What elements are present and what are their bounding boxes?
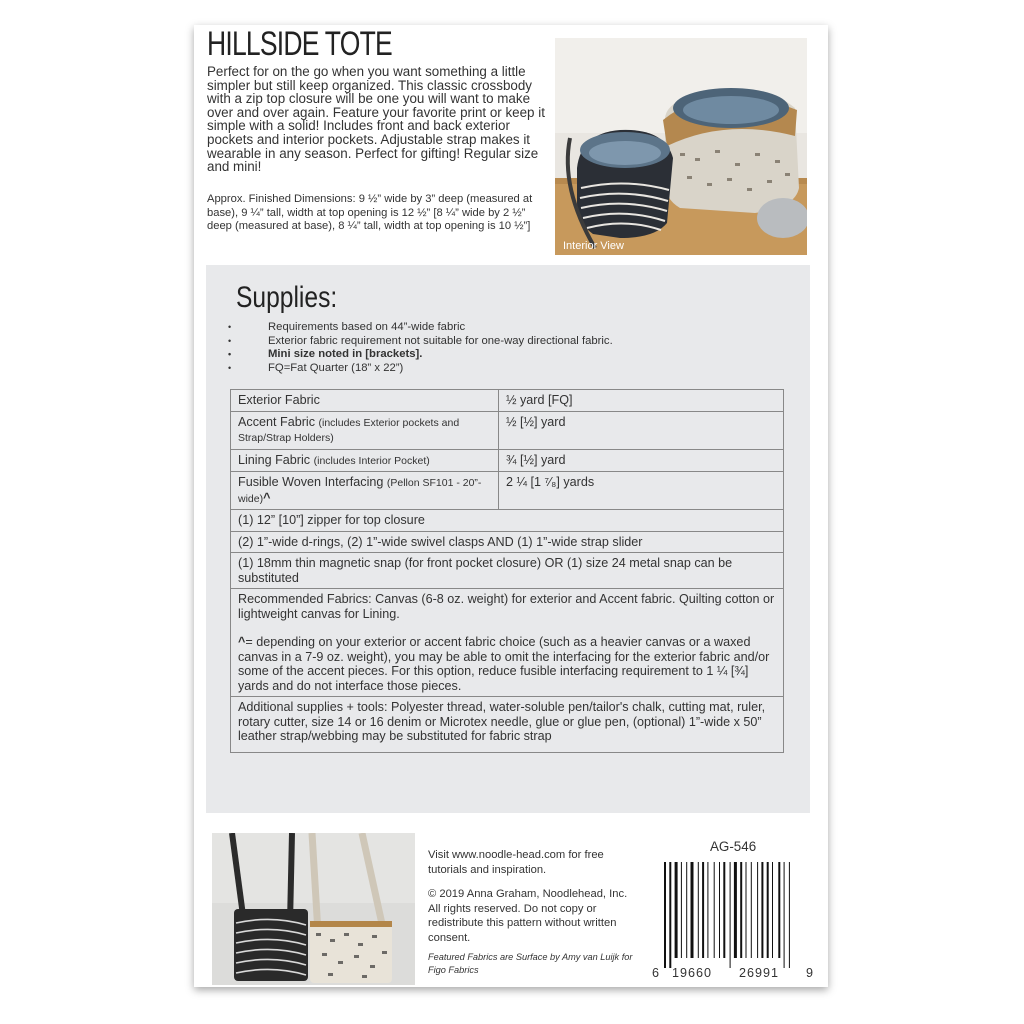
supplies-note: • Requirements based on 44”-wide fabric	[228, 321, 788, 335]
supply-item: Fusible Woven Interfacing (Pellon SF101 - 20”-wide)^	[231, 472, 499, 510]
table-row	[231, 449, 784, 472]
barcode-bar	[714, 862, 715, 958]
table-row	[231, 589, 784, 697]
barcode-bar	[784, 862, 785, 968]
pattern-description: Perfect for on the go when you want something a little simpler but still keep organized. This classic crossbody with a zip top closure will be one you will want to make over and over again. Feature your favorite print or keep it simple with a solid! Includes front and back exterior pockets and interior pockets. Adjustable strap makes it wearable in any season. Perfect for gifting! Regular size and mini!	[207, 64, 545, 175]
barcode-bar	[772, 862, 773, 958]
barcode-bar	[719, 862, 720, 958]
supply-item-full: (1) 18mm thin magnetic snap (for front pocket closure) OR (1) size 24 metal snap can be substituted	[231, 553, 784, 589]
table-row	[231, 472, 784, 510]
bags-illustration	[212, 833, 415, 985]
barcode	[656, 862, 811, 972]
supply-item: Exterior Fabric	[231, 390, 499, 412]
barcode-bar	[691, 862, 694, 958]
barcode-bar	[734, 862, 737, 958]
supply-amount: ½ [½] yard	[499, 411, 784, 449]
finished-dimensions: Approx. Finished Dimensions: 9 ½” wide by 3” deep (measured at base), 9 ¼” tall, width at top opening is 12 ½” [8 ¼” wide by 2 ½” deep (measured at base), 8 ¼” tall, width at top opening is 10 ½”]	[207, 193, 533, 233]
barcode-bar	[746, 862, 747, 958]
barcode-bar	[740, 862, 742, 958]
barcode-bar	[778, 862, 780, 958]
supplies-panel	[206, 265, 810, 813]
supplies-note: • FQ=Fat Quarter (18” x 22”)	[228, 362, 788, 376]
barcode-bar	[669, 862, 671, 968]
barcode-bar	[751, 862, 752, 958]
pattern-title: HILLSIDE TOTE	[207, 25, 392, 63]
bags-hanging-photo	[212, 833, 415, 985]
barcode-bar	[702, 862, 704, 958]
barcode-bar	[757, 862, 758, 958]
barcode-bar	[664, 862, 666, 968]
sku-code: AG-546	[710, 839, 757, 854]
barcode-bar	[686, 862, 687, 958]
barcode-digits-lead: 6	[652, 966, 660, 980]
pattern-back-cover	[194, 25, 828, 987]
table-row	[231, 510, 784, 532]
bag-photo-illustration	[555, 38, 807, 255]
barcode-bar	[789, 862, 790, 968]
supplies-heading: Supplies:	[236, 281, 338, 314]
barcode-bar	[767, 862, 769, 958]
recommended-fabrics: Recommended Fabrics: Canvas (6-8 oz. weight) for exterior and Accent fabric. Quilting cotton or lightweight canvas for Lining. ^= depending on your exterior or accent fabric choice (such as a heavier canvas or a waxed canvas in a 7-9 oz. weight), you may be able to omit the interfacing for the exterior fabric and/or some of the accent pieces. For this option, reduce fusible interfacing requirement to 1 ¼ [¾] yards and do not interface those pieces.	[231, 589, 784, 697]
barcode-bar	[681, 862, 682, 958]
supply-amount: ½ yard [FQ]	[499, 390, 784, 412]
supply-item-full: (2) 1”-wide d-rings, (2) 1”-wide swivel clasps AND (1) 1”-wide strap slider	[231, 531, 784, 553]
featured-fabrics-note: Featured Fabrics are Surface by Amy van Luijk for Figo Fabrics	[428, 952, 633, 975]
supply-amount: ¾ [½] yard	[499, 449, 784, 472]
barcode-bar	[675, 862, 678, 958]
supplies-notes	[228, 321, 788, 375]
supply-item: Accent Fabric (includes Exterior pockets and Strap/Strap Holders)	[231, 411, 499, 449]
copyright-note: © 2019 Anna Graham, Noodlehead, Inc. All rights reserved. Do not copy or redistribute this pattern without written consent.	[428, 888, 628, 944]
supplies-note: • Exterior fabric requirement not suitable for one-way directional fabric.	[228, 335, 788, 349]
table-row	[231, 390, 784, 412]
barcode-digits-left: 19660	[672, 966, 713, 980]
barcode-digits-right: 26991	[739, 966, 780, 980]
barcode-bar	[761, 862, 763, 958]
supplies-note: • Mini size noted in [brackets].	[228, 348, 788, 362]
barcode-bar	[707, 862, 708, 958]
table-row	[231, 531, 784, 553]
barcode-digits-check: 9	[806, 966, 814, 980]
supply-item-full: (1) 12” [10”] zipper for top closure	[231, 510, 784, 532]
additional-supplies: Additional supplies + tools: Polyester thread, water-soluble pen/tailor's chalk, cutting mat, ruler, rotary cutter, size 14 or 16 denim or Microtex needle, glue or glue pen, (optional) 1”-wide x 50” leather strap/webbing may be substituted for fabric strap	[231, 697, 784, 753]
barcode-bar	[730, 862, 731, 968]
interior-view-photo	[555, 38, 807, 255]
barcode-bar	[723, 862, 725, 958]
supply-amount: 2 ¼ [1 ⁷⁄₈] yards	[499, 472, 784, 510]
table-row	[231, 553, 784, 589]
supply-item: Lining Fabric (includes Interior Pocket)	[231, 449, 499, 472]
supplies-table	[230, 389, 784, 753]
barcode-bar	[698, 862, 699, 958]
photo-caption: Interior View	[563, 240, 624, 252]
table-row	[231, 411, 784, 449]
website-note: Visit www.noodle-head.com for free tutorials and inspiration.	[428, 849, 604, 876]
table-row	[231, 697, 784, 753]
